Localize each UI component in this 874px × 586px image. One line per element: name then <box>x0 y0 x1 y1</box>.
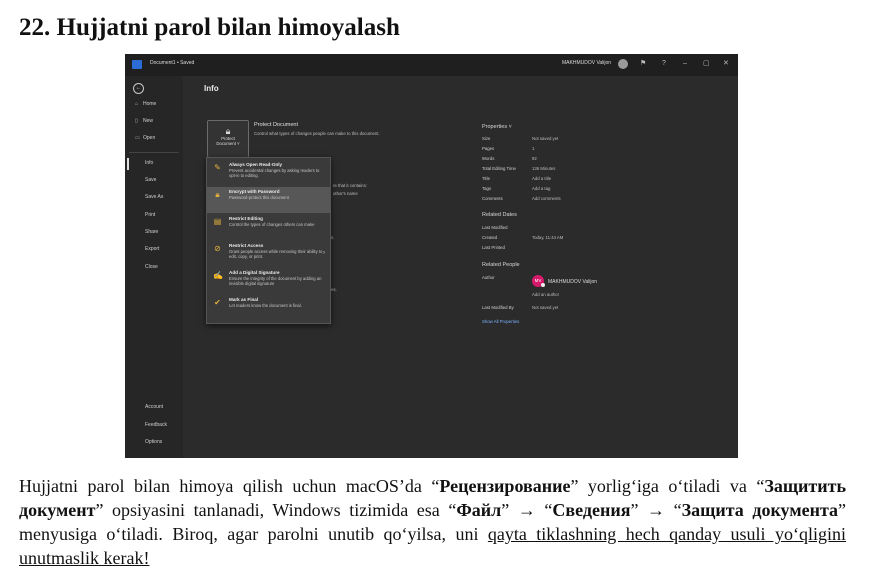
author-name: MAKHMUDOV Valijon <box>548 279 598 285</box>
property-label: Author <box>482 275 495 280</box>
property-value: Not saved yet <box>532 305 559 310</box>
user-avatar[interactable] <box>618 59 628 69</box>
sidebar-item-close[interactable]: Close <box>145 264 158 270</box>
protect-document-description: Control what types of changes people can make to this document. <box>254 131 380 136</box>
sidebar-item-home[interactable]: ⌂ Home <box>135 101 157 107</box>
presence-icon <box>541 283 545 287</box>
document-title: Document1 • Saved <box>150 60 195 66</box>
sidebar-item-new[interactable]: ▯ New <box>135 118 154 124</box>
menu-item-restrict-access[interactable]: ⊘ Restrict Access Grant people access while removing their ability to edit, copy, or print. › <box>214 243 325 259</box>
back-arrow-icon[interactable]: ← <box>133 83 144 94</box>
sidebar-item-save-as[interactable]: Save As <box>145 194 164 200</box>
property-label: Comments <box>482 196 503 201</box>
sidebar-item-account[interactable]: Account <box>145 404 164 410</box>
menu-item-add-digital-signature[interactable]: ✍ Add a Digital Signature Ensure the integrity of the document by adding an invisible digital signature <box>213 270 322 286</box>
property-value: 1 <box>532 146 535 151</box>
property-value: Not saved yet <box>532 136 559 141</box>
feedback-icon[interactable]: ⚑ <box>640 60 647 67</box>
sidebar-item-feedback[interactable]: Feedback <box>145 422 167 428</box>
lock-icon: 🔒︎ <box>225 126 231 136</box>
sidebar-item-open[interactable]: ▭ Open <box>135 135 156 141</box>
sidebar-item-save[interactable]: Save <box>145 177 157 183</box>
restrict-access-icon: ⊘ <box>214 244 221 253</box>
property-label: Last Printed <box>482 245 505 250</box>
property-label: Words <box>482 156 495 161</box>
background-text: re that it contains: <box>333 183 367 188</box>
sidebar-item-options[interactable]: Options <box>145 439 163 445</box>
property-tags-input[interactable]: Add a tag <box>532 186 551 191</box>
protect-document-menu <box>206 157 331 324</box>
show-all-properties-link[interactable]: Show All Properties <box>482 319 520 324</box>
property-label: Last Modified By <box>482 305 514 310</box>
property-label: Size <box>482 136 491 141</box>
chevron-right-icon: › <box>323 250 325 256</box>
property-value: 92 <box>532 156 537 161</box>
help-icon[interactable]: ? <box>662 60 666 67</box>
active-indicator <box>127 158 129 170</box>
menu-item-restrict-editing[interactable]: ▤ Restrict Editing Control the types of changes others can make <box>213 216 315 227</box>
instruction-paragraph: Hujjatni parol bilan himoya qilish uchun macOS’da “Рецензирование” yorlig‘iga o‘tiladi va “Защитить документ” opsiyasini tanlanadi, Windows tizimida esa “Файл” → “Сведения” → “Защита документа” menyusiga o‘tiladi. Biroq, agar parolni unutib qo‘yilsa, uni qayta tiklashning hech qanday usuli yo‘qligini unutmaslik kerak! <box>19 476 847 568</box>
protect-document-title: Protect Document <box>254 122 299 128</box>
sidebar-item-info[interactable]: Info <box>145 160 154 166</box>
title-bar <box>125 54 738 76</box>
property-value: Today, 11:44 AM <box>532 235 564 240</box>
lock-icon: 🔒︎ <box>215 190 220 199</box>
property-label: Total Editing Time <box>482 166 516 171</box>
protect-button-label-2: Document ˅ <box>216 141 240 146</box>
minimize-icon[interactable]: – <box>683 60 687 67</box>
properties-header[interactable]: Properties ˅ <box>482 124 512 130</box>
related-dates-header: Related Dates <box>482 212 517 218</box>
sidebar-item-export[interactable]: Export <box>145 246 160 252</box>
folder-icon: ▭ <box>135 135 140 141</box>
property-title-input[interactable]: Add a title <box>532 176 552 181</box>
property-value: 136 Minutes <box>532 166 556 171</box>
background-text: es. <box>331 287 337 292</box>
word-backstage-screenshot <box>125 54 738 458</box>
new-document-icon: ▯ <box>135 118 138 124</box>
page-title: Info <box>204 84 219 93</box>
sidebar-item-share[interactable]: Share <box>145 229 159 235</box>
word-logo-icon <box>132 60 142 69</box>
menu-item-encrypt-with-password[interactable]: 🔒︎ Encrypt with Password Password-protect this document <box>207 187 330 213</box>
close-icon[interactable]: ✕ <box>723 60 729 67</box>
sidebar-divider <box>129 152 179 153</box>
signature-icon: ✍ <box>213 271 223 280</box>
maximize-icon[interactable]: ▢ <box>703 60 710 67</box>
user-name: MAKHMUDOV Valijon <box>562 60 612 66</box>
property-label: Title <box>482 176 490 181</box>
pencil-icon: ✎ <box>214 163 221 172</box>
author-avatar[interactable]: MV <box>532 275 544 287</box>
related-people-header: Related People <box>482 262 520 268</box>
page-heading: 22. Hujjatni parol bilan himoyalash <box>19 14 400 41</box>
protect-document-button[interactable] <box>207 120 249 158</box>
menu-item-mark-as-final[interactable]: ✔ Mark as Final Let readers know the document is final. <box>214 297 302 308</box>
protect-button-label-1: Protect <box>221 136 235 141</box>
property-label: Created <box>482 235 498 240</box>
property-label: Pages <box>482 146 495 151</box>
document-lock-icon: ▤ <box>213 217 222 226</box>
background-text: uthor's name <box>333 191 358 196</box>
add-author-link[interactable]: Add an author <box>532 292 559 297</box>
menu-item-always-open-read-only[interactable]: ✎ Always Open Read-Only Prevent accidental changes by asking readers to opt-in to editing. <box>214 162 320 178</box>
mark-final-icon: ✔ <box>214 298 221 307</box>
property-label: Tags <box>482 186 492 191</box>
home-icon: ⌂ <box>135 101 139 107</box>
background-text: s. <box>331 235 335 240</box>
backstage-sidebar <box>125 76 183 458</box>
sidebar-item-print[interactable]: Print <box>145 212 156 218</box>
property-comments-input[interactable]: Add comments <box>532 196 561 201</box>
property-label: Last Modified <box>482 225 508 230</box>
